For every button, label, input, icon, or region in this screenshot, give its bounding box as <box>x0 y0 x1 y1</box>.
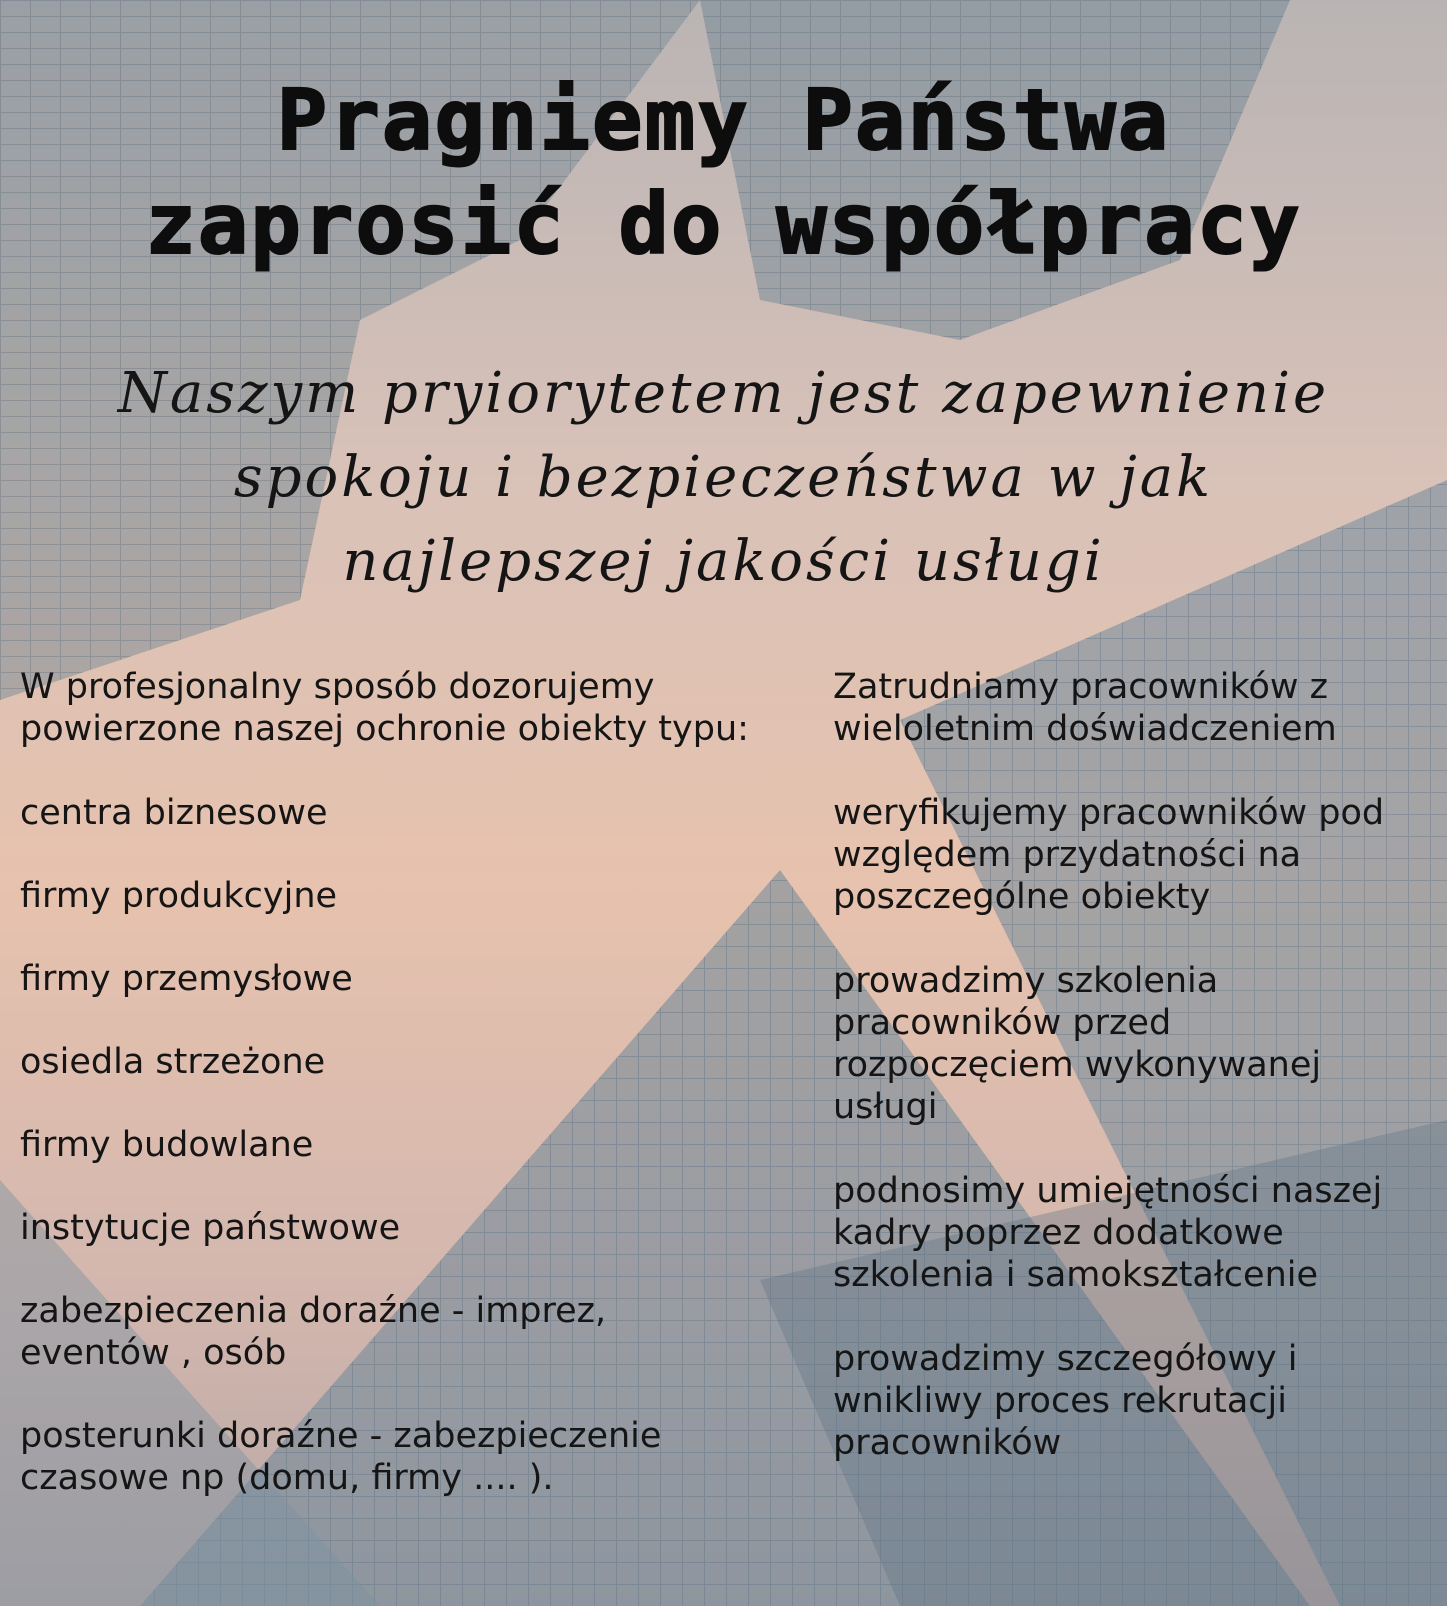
list-item: firmy budowlane <box>20 1125 314 1165</box>
list-item: weryfikujemy pracowników pod względem przydatności na poszczególne obiekty <box>833 793 1385 917</box>
right-column <box>833 666 1413 1506</box>
subtitle-line-3: najlepszej jakości usługi <box>342 529 1105 594</box>
list-item: firmy produkcyjne <box>20 876 338 916</box>
left-intro: W profesjonalny sposób dozorujemy powierzone naszej ochronie obiekty typu: <box>20 667 749 749</box>
title-line-2: zaprosić do współpracy <box>145 175 1302 273</box>
list-item: prowadzimy szkolenia pracowników przed rozpoczęciem wykonywanej usługi <box>833 961 1322 1127</box>
subtitle-line-2: spokoju i bezpieczeństwa w jak <box>233 445 1214 510</box>
list-item: osiedla strzeżone <box>20 1042 326 1082</box>
list-item: podnosimy umiejętności naszej kadry poprzez dodatkowe szkolenia i samokształcenie <box>833 1171 1383 1295</box>
list-item: Zatrudniamy pracowników z wieloletnim doświadczeniem <box>833 667 1337 749</box>
list-item: zabezpieczenia doraźne - imprez, eventów , osób <box>20 1291 607 1373</box>
subtitle-line-1: Naszym pryiorytetem jest zapewnienie <box>117 361 1330 426</box>
list-item: centra biznesowe <box>20 793 328 833</box>
list-item: firmy przemysłowe <box>20 959 353 999</box>
left-column <box>20 666 780 1540</box>
title-line-1: Pragniemy Państwa <box>276 71 1171 169</box>
subtitle <box>40 352 1407 604</box>
page-title <box>0 68 1447 276</box>
list-item: posterunki doraźne - zabezpieczenie czasowe np (domu, firmy .... ). <box>20 1416 662 1498</box>
list-item: instytucje państwowe <box>20 1208 401 1248</box>
list-item: prowadzimy szczegółowy i wnikliwy proces rekrutacji pracowników <box>833 1339 1298 1463</box>
